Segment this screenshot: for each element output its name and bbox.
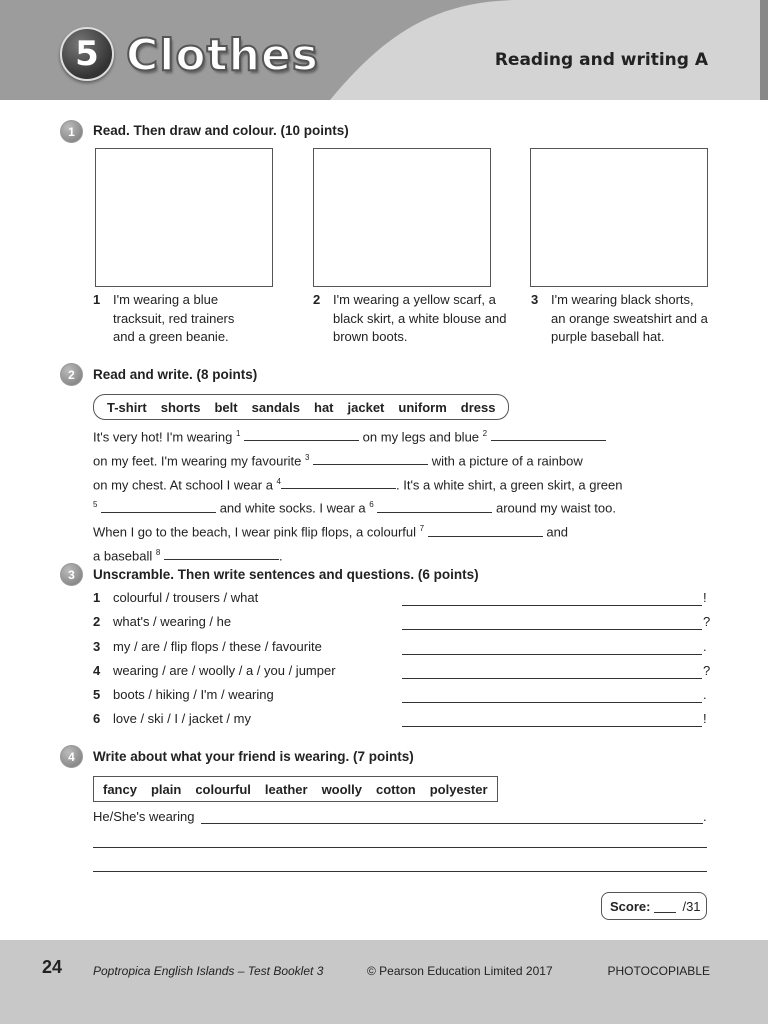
- word-bank-item: uniform: [398, 399, 447, 415]
- caption-3-number: 3: [531, 292, 539, 307]
- writing-line-1[interactable]: [201, 809, 703, 824]
- exercise-4-number: 4: [60, 745, 83, 768]
- book-title: Poptropica English Islands – Test Booklet 3: [93, 964, 324, 978]
- word-bank-item: colourful: [195, 781, 251, 797]
- caption-1-number: 1: [93, 292, 101, 307]
- word-bank-item: T-shirt: [107, 399, 147, 415]
- gap-number: 4: [276, 476, 281, 486]
- score-label: Score:: [610, 898, 651, 914]
- page-number: 24: [42, 957, 63, 977]
- item-number: 6: [93, 711, 101, 726]
- item-text: my / are / flip flops / these / favourite: [113, 639, 322, 654]
- word-bank-item: woolly: [321, 781, 363, 797]
- unit-number-badge: 5: [60, 27, 114, 81]
- word-bank-item: cotton: [376, 781, 416, 797]
- word-bank-item: hat: [314, 399, 334, 415]
- word-bank-item: polyester: [429, 781, 488, 797]
- text-segment: with a picture of a rainbow: [431, 453, 583, 469]
- text-segment: . It's a white shirt, a green skirt, a green: [396, 476, 623, 492]
- text-segment: on my feet. I'm wearing my favourite: [93, 453, 302, 469]
- word-bank-item: belt: [214, 399, 238, 415]
- answer-line-6[interactable]: [402, 711, 702, 727]
- gap-number: 3: [305, 452, 310, 462]
- answer-line-4[interactable]: [402, 663, 702, 679]
- answer-end-punctuation: ?: [703, 614, 711, 629]
- gap-blank-5[interactable]: [101, 500, 216, 513]
- item-number: 4: [93, 663, 101, 678]
- caption-2-text: I'm wearing a yellow scarf, a black skirt, a white blouse and brown boots.: [333, 292, 507, 344]
- item-number: 2: [93, 614, 101, 629]
- exercise-4-title: Write about what your friend is wearing. (7 points): [93, 749, 414, 764]
- word-bank-item: sandals: [251, 399, 301, 415]
- gap-number: 6: [369, 500, 374, 510]
- answer-end-punctuation: !: [703, 590, 707, 605]
- item-text: what's / wearing / he: [113, 614, 232, 629]
- word-bank-4: [93, 776, 498, 802]
- writing-line-3[interactable]: [93, 857, 707, 872]
- gap-blank-2[interactable]: [491, 428, 606, 441]
- text-segment: When I go to the beach, I wear pink flip flops, a colourful: [93, 524, 417, 540]
- word-bank-item: shorts: [160, 399, 201, 415]
- exercise-3-number: 3: [60, 563, 83, 586]
- answer-end-punctuation: .: [703, 639, 707, 654]
- answer-end-punctuation: .: [703, 687, 707, 702]
- gap-fill-paragraph: [93, 424, 673, 567]
- item-text: wearing / are / woolly / a / you / jumper: [113, 663, 336, 678]
- exercise-1-number: 1: [60, 120, 83, 143]
- gap-number: 8: [155, 548, 161, 558]
- word-bank-item: fancy: [103, 781, 137, 797]
- item-text: boots / hiking / I'm / wearing: [113, 687, 274, 702]
- item-number: 3: [93, 639, 101, 654]
- gap-blank-8[interactable]: [164, 547, 279, 560]
- gap-number: 1: [235, 429, 241, 438]
- gap-number: 7: [419, 524, 425, 534]
- drawing-box-1[interactable]: [95, 148, 273, 287]
- gap-blank-4[interactable]: [281, 476, 396, 489]
- writing-prompt: He/She's wearing: [93, 809, 195, 824]
- exercise-2-title: Read and write. (8 points): [93, 367, 258, 382]
- text-segment: on my legs and blue: [362, 429, 480, 445]
- unit-title: Clothes: [126, 30, 319, 81]
- page-header: [0, 0, 768, 100]
- score-total: /31: [682, 898, 701, 914]
- caption-2-number: 2: [313, 292, 321, 307]
- word-bank-item: jacket: [347, 399, 385, 415]
- answer-line-3[interactable]: [402, 639, 702, 655]
- exercise-1-title: Read. Then draw and colour. (10 points): [93, 123, 349, 138]
- text-segment: .: [278, 548, 283, 564]
- answer-end-punctuation: !: [703, 711, 707, 726]
- text-segment: around my waist too.: [496, 500, 616, 516]
- word-bank-2: [93, 394, 509, 420]
- item-number: 1: [93, 590, 101, 605]
- text-segment: on my chest. At school I wear a: [93, 476, 273, 492]
- item-text: love / ski / I / jacket / my: [113, 711, 251, 726]
- text-segment: a baseball: [93, 548, 153, 564]
- gap-blank-6[interactable]: [377, 500, 492, 513]
- copyright: © Pearson Education Limited 2017: [367, 964, 553, 978]
- item-text: colourful / trousers / what: [113, 590, 259, 605]
- caption-3-text: I'm wearing black shorts, an orange sweatshirt and a purple baseball hat.: [551, 292, 708, 344]
- score-box: [601, 892, 707, 920]
- text-segment: and white socks. I wear a: [219, 500, 366, 516]
- gap-number: 2: [482, 429, 488, 438]
- score-blank[interactable]: [654, 900, 676, 913]
- word-bank-item: leather: [264, 781, 308, 797]
- exercise-3-title: Unscramble. Then write sentences and questions. (6 points): [93, 567, 479, 582]
- gap-blank-3[interactable]: [313, 452, 428, 465]
- photocopiable-label: PHOTOCOPIABLE: [607, 964, 710, 978]
- gap-blank-7[interactable]: [428, 524, 543, 537]
- gap-number: 5: [93, 500, 98, 510]
- word-bank-item: dress: [460, 399, 496, 415]
- drawing-box-3[interactable]: [530, 148, 708, 287]
- section-title: Reading and writing A: [494, 50, 708, 70]
- item-number: 5: [93, 687, 101, 702]
- exercise-2-number: 2: [60, 363, 83, 386]
- answer-line-2[interactable]: [402, 614, 702, 630]
- writing-end-punctuation: .: [703, 809, 707, 824]
- writing-line-2[interactable]: [93, 833, 707, 848]
- drawing-box-2[interactable]: [313, 148, 491, 287]
- word-bank-item: plain: [150, 781, 182, 797]
- answer-end-punctuation: ?: [703, 663, 711, 678]
- answer-line-5[interactable]: [402, 687, 702, 703]
- text-segment: and: [546, 524, 569, 540]
- text-segment: It's very hot! I'm wearing: [93, 429, 233, 445]
- page-footer: [0, 940, 768, 1024]
- gap-blank-1[interactable]: [244, 428, 359, 441]
- answer-line-1[interactable]: [402, 590, 702, 606]
- caption-1-text: I'm wearing a blue tracksuit, red trainers and a green beanie.: [113, 292, 235, 344]
